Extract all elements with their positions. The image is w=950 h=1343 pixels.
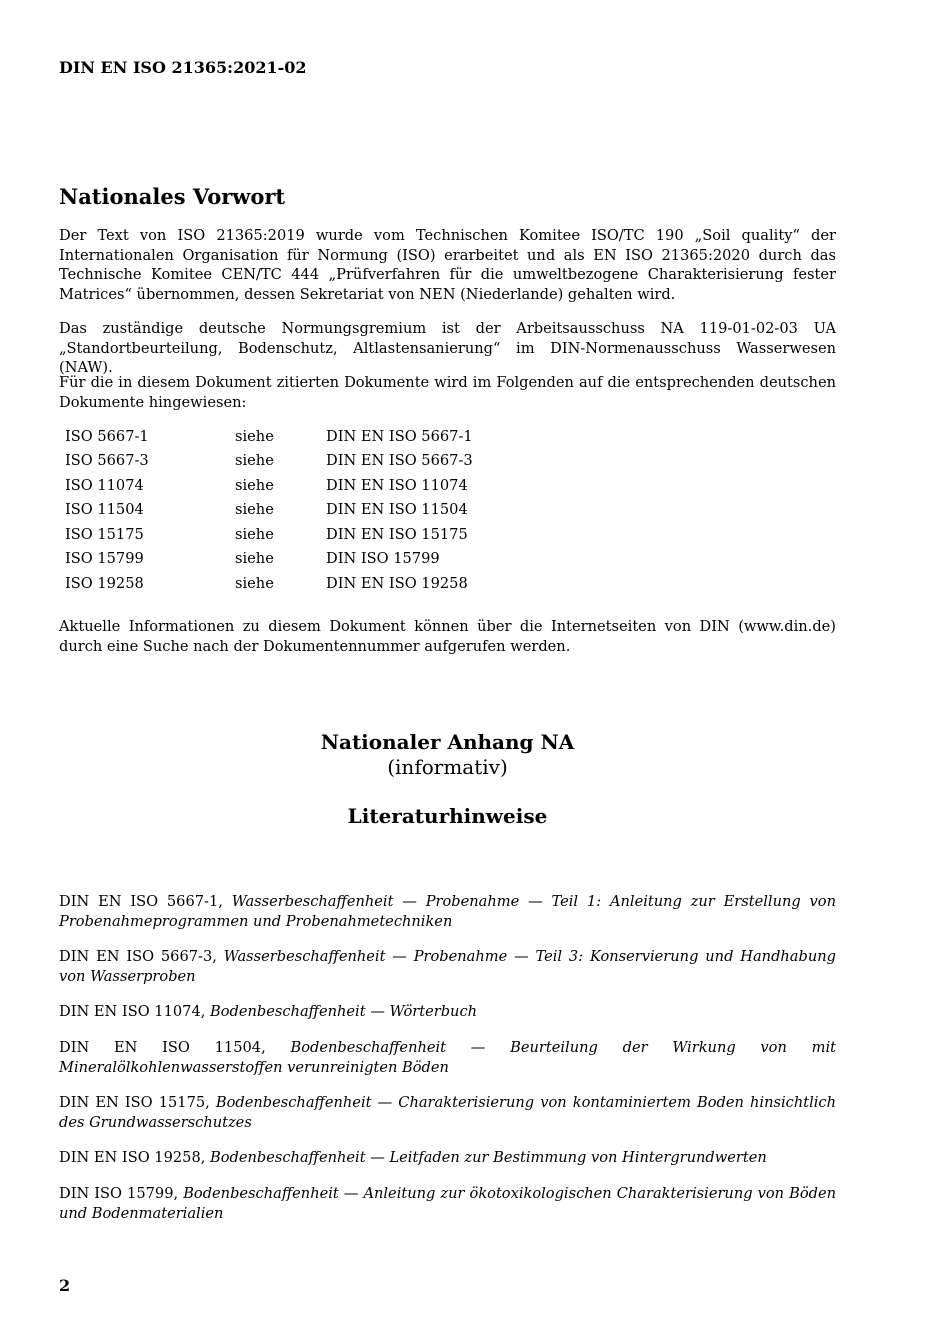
iso-ref: ISO 5667-3 [65, 452, 149, 470]
bib-title: Bodenbeschaffenheit — Anleitung zur ökotoxikologischen Charakterisierung von Böden und Bodenmaterialien [59, 1185, 836, 1222]
bibliography-entry [59, 1002, 836, 1022]
bibliography-entry [59, 1148, 836, 1168]
bib-ref: DIN EN ISO 19258, [59, 1149, 211, 1166]
vorwort-heading: Nationales Vorwort [59, 184, 286, 209]
vorwort-paragraph-4: Aktuelle Informationen zu diesem Dokument können über die Internetseiten von DIN (www.din.de) durch eine Suche nach der Dokumentennummer aufgerufen werden. [59, 618, 836, 655]
bib-ref: DIN EN ISO 5667-1, [59, 893, 232, 910]
reference-row [65, 522, 473, 547]
bib-title: Wasserbeschaffenheit — Probenahme — Teil 1: Anleitung zur Erstellung von Probenahmeprogrammen und Probenahmetechniken [59, 893, 836, 930]
annex-title: Nationaler Anhang NA [320, 730, 575, 754]
bibliography-entry [59, 892, 836, 931]
iso-ref: ISO 15799 [65, 550, 144, 568]
siehe-text: siehe [235, 574, 274, 592]
siehe-text: siehe [235, 550, 274, 568]
iso-ref: ISO 19258 [65, 574, 144, 592]
reference-row [65, 571, 473, 596]
din-ref: DIN EN ISO 5667-3 [326, 452, 473, 470]
literature-heading: Literaturhinweise [347, 804, 548, 828]
bib-ref: DIN ISO 15799, [59, 1185, 184, 1202]
annex-subtitle: (informativ) [387, 755, 508, 779]
document-page [59, 0, 836, 1343]
bib-ref: DIN EN ISO 11074, [59, 1003, 211, 1020]
din-ref: DIN EN ISO 15175 [326, 525, 468, 543]
reference-row [65, 547, 473, 572]
siehe-text: siehe [235, 525, 274, 543]
iso-ref: ISO 11074 [65, 476, 144, 494]
annex-heading-block [59, 730, 836, 829]
bib-ref: DIN EN ISO 15175, [59, 1094, 216, 1111]
vorwort-paragraph-3: Für die in diesem Dokument zitierten Dokumente wird im Folgenden auf die entsprechenden deutschen Dokumente hingewiesen: [59, 374, 836, 411]
vorwort-paragraph-1: Der Text von ISO 21365:2019 wurde vom Technischen Komitee ISO/TC 190 „Soil quality“ der Internationalen Organisation für Normung (ISO) erarbeitet und als EN ISO 21365:2020 durch das Technische Komitee CEN/TC 444 „Prüfverfahren für die umweltbezogene Charakterisierung fester Matrices“ übernommen, dessen Sekretariat von NEN (Niederlande) gehalten wird. [59, 227, 836, 303]
din-ref: DIN ISO 15799 [326, 550, 440, 568]
siehe-text: siehe [235, 452, 274, 470]
reference-row [65, 449, 473, 474]
reference-row [65, 424, 473, 449]
bib-title: Bodenbeschaffenheit — Leitfaden zur Bestimmung von Hintergrundwerten [210, 1149, 767, 1166]
page-number: 2 [59, 1276, 71, 1295]
document-id: DIN EN ISO 21365:2021-02 [59, 58, 307, 77]
bib-title: Bodenbeschaffenheit — Charakterisierung von kontaminiertem Boden hinsichtlich des Grundwasserschutzes [59, 1094, 836, 1131]
bibliography-entry [59, 1093, 836, 1132]
bibliography-entry [59, 1038, 836, 1077]
din-ref: DIN EN ISO 11074 [326, 476, 468, 494]
siehe-text: siehe [235, 476, 274, 494]
iso-ref: ISO 5667-1 [65, 427, 149, 445]
siehe-text: siehe [235, 427, 274, 445]
bib-title: Bodenbeschaffenheit — Beurteilung der Wirkung von mit Mineralölkohlenwasserstoffen verunreinigten Böden [59, 1039, 836, 1076]
reference-row [65, 473, 473, 498]
reference-row [65, 498, 473, 523]
bib-title: Wasserbeschaffenheit — Probenahme — Teil 3: Konservierung und Handhabung von Wasserproben [59, 948, 836, 985]
din-ref: DIN EN ISO 19258 [326, 574, 468, 592]
vorwort-paragraph-2: Das zuständige deutsche Normungsgremium ist der Arbeitsausschuss NA 119-01-02-03 UA „Standortbeurteilung, Bodenschutz, Altlastensanierung“ im DIN-Normenausschuss Wasserwesen (NAW). [59, 320, 836, 376]
bib-ref: DIN EN ISO 5667-3, [59, 948, 224, 965]
din-ref: DIN EN ISO 5667-1 [326, 427, 473, 445]
siehe-text: siehe [235, 501, 274, 519]
iso-ref: ISO 15175 [65, 525, 144, 543]
reference-table [65, 424, 473, 596]
bibliography-entry [59, 1184, 836, 1223]
bib-title: Bodenbeschaffenheit — Wörterbuch [210, 1003, 478, 1020]
din-ref: DIN EN ISO 11504 [326, 501, 468, 519]
iso-ref: ISO 11504 [65, 501, 144, 519]
bibliography-entry [59, 947, 836, 986]
bib-ref: DIN EN ISO 11504, [59, 1039, 291, 1056]
